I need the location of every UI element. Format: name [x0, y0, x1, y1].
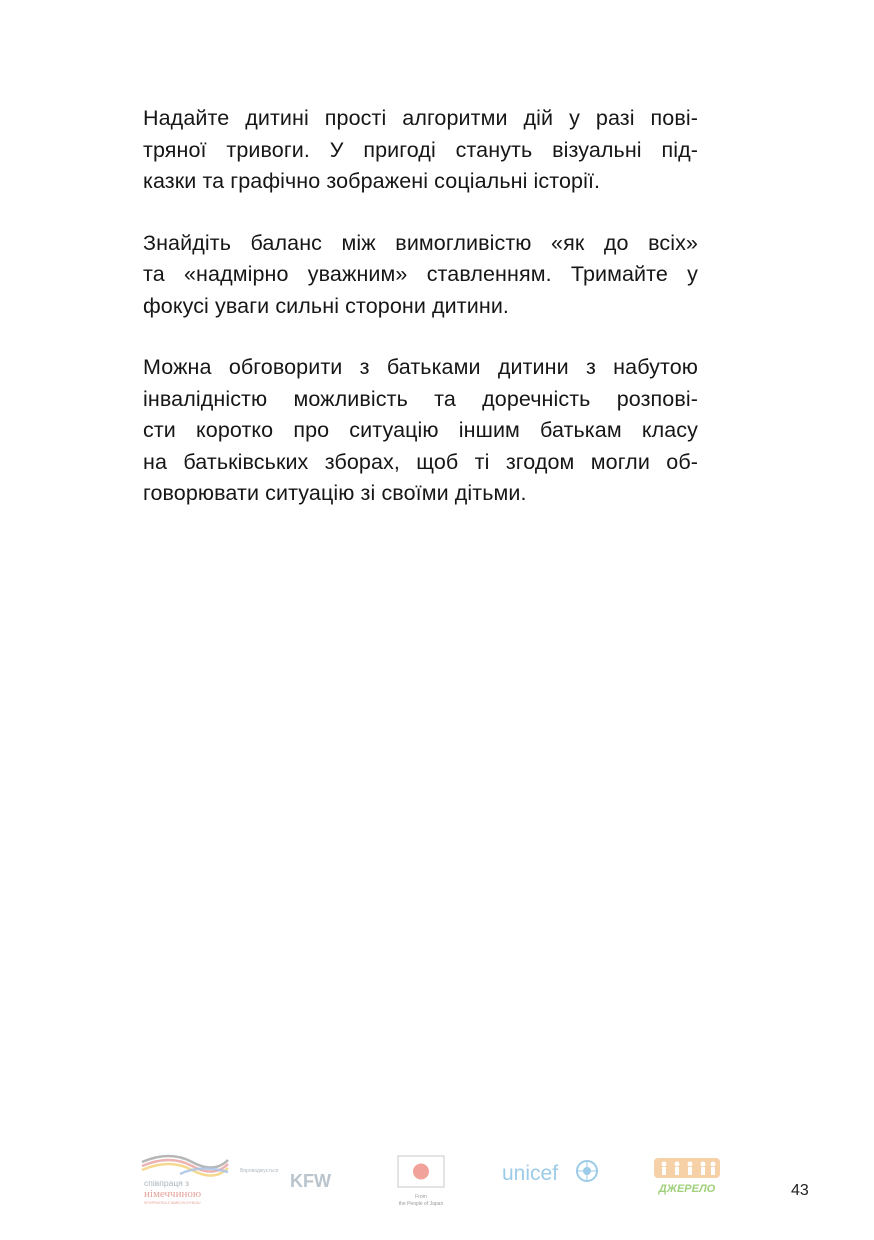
text-line: тряної тривоги. У пригоді стануть візуальні під- — [143, 137, 698, 162]
unicef-emblem-icon — [577, 1161, 597, 1181]
kfw-wordmark: KFW — [290, 1171, 331, 1191]
dzherelo-wordmark: ДЖЕРЕЛО — [658, 1183, 716, 1195]
japan-red-circle — [413, 1164, 429, 1180]
text-line: Знайдіть баланс між вимогливістю «як до всіх» — [143, 230, 698, 255]
unicef-wordmark: unicef — [502, 1162, 559, 1185]
partner-logos — [0, 1140, 874, 1220]
text-line: говорювати ситуацію зі своїми дітьми. — [143, 481, 527, 505]
body-text — [143, 103, 698, 540]
paragraph — [143, 103, 698, 198]
text-line: та «надмірно уважним» ставленням. Тримайте у — [143, 262, 698, 286]
japan-logo-line2: the People of Japan — [398, 1201, 444, 1207]
germany-cooperation-logo — [140, 1150, 232, 1206]
germany-logo-line1: співпраця з — [144, 1178, 190, 1188]
implemented-by-label: Впроваджується — [240, 1168, 279, 1174]
text-line: Можна обговорити з батьками дитини з набутою — [143, 355, 698, 379]
text-line: Надайте дитині прості алгоритми дій у разі пові- — [143, 106, 698, 130]
japan-flag-logo — [390, 1154, 452, 1210]
paragraph — [143, 228, 698, 323]
text-line: сти коротко про ситуацію іншим батькам класу — [143, 418, 698, 442]
kfw-logo — [238, 1160, 342, 1196]
text-line: фокусі уваги сильні сторони дитини. — [143, 293, 509, 318]
paragraph — [143, 352, 698, 510]
germany-logo-line3: SPIVPRATSIA Z NIMECHCHYNOIU — [144, 1201, 201, 1205]
text-line: казки та графічно зображені соціальні історії. — [143, 169, 601, 193]
japan-logo-line1: From — [415, 1194, 427, 1200]
page-number: 43 — [791, 1182, 809, 1199]
text-line: на батьківських зборах, щоб ті згодом могли об- — [143, 449, 698, 474]
unicef-logo — [502, 1156, 602, 1188]
dzherelo-logo — [650, 1154, 726, 1200]
germany-logo-line2: німеччиною — [144, 1188, 202, 1200]
text-line: інвалідністю можливість та доречність розпові- — [143, 386, 698, 411]
